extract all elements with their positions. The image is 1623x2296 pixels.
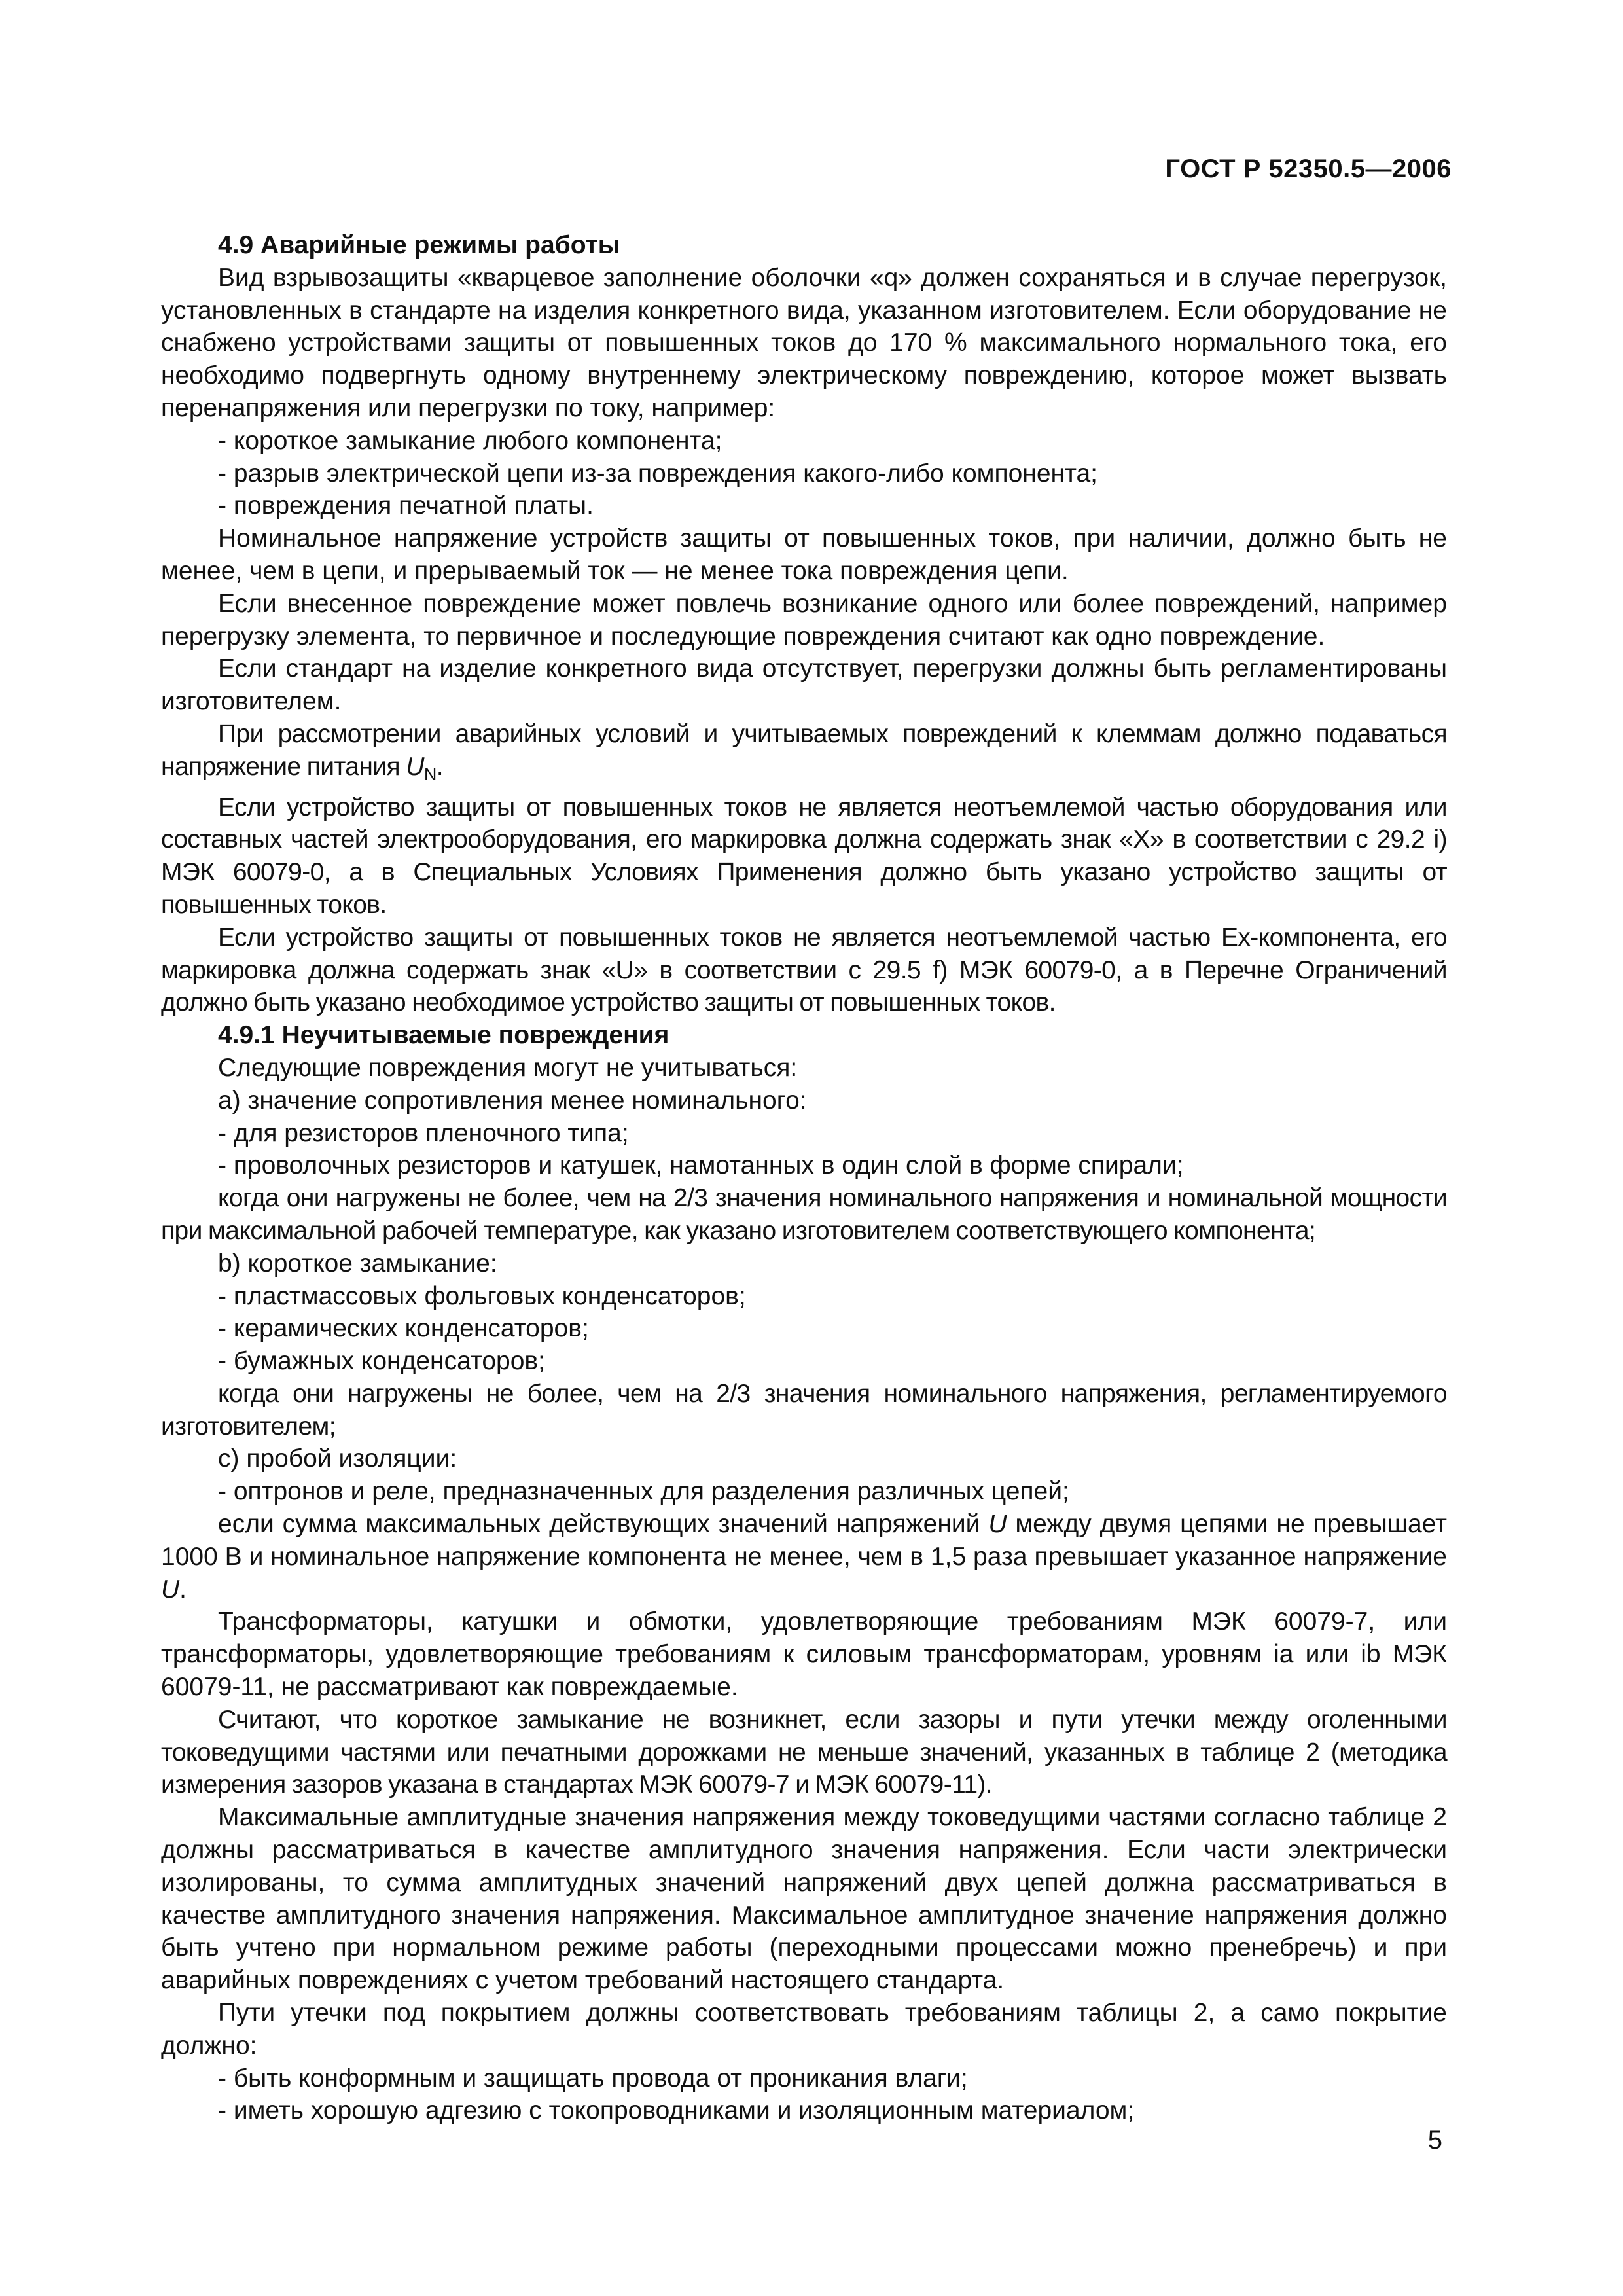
paragraph: Если устройство защиты от повышенных токов не является неотъемлемой частью Ex-компонента, его маркировка должна содержать знак «U» в соответствии с 29.5 f) МЭК 60079-0, а в Перечне Ограничений должно быть указано необходимое устройство защиты от повышенных токов. (161, 923, 1447, 1017)
list-item: - оптронов и реле, предназначенных для разделения различных цепей; (218, 1477, 1069, 1506)
document-body (161, 229, 1447, 2127)
list-item-c: c) пробой изоляции: (218, 1444, 457, 1473)
paragraph: Вид взрывозащиты «кварцевое заполнение оболочки «q» должен сохраняться и в случае перегрузок, установленных в стандарте на изделия конкретного вида, указанном изготовителем. Если оборудование не снабжено устройствами защиты от повышенных токов до 170 % максимального нормального тока, его необходимо подвергнуть одному внутреннему электрическому повреждению, которое может вызвать перенапряжения или перегрузки по току, например: (161, 263, 1447, 422)
paragraph: Считают, что короткое замыкание не возникнет, если зазоры и пути утечки между оголенными токоведущими частями или печатными дорожками не меньше значений, указанных в таблице 2 (методика измерения зазоров указана в стандартах МЭК 60079-7 и МЭК 60079-11). (161, 1705, 1447, 1799)
paragraph: когда они нагружены не более, чем на 2/3 значения номинального напряжения, регламентируемого изготовителем; (161, 1379, 1447, 1441)
list-item: - керамических конденсаторов; (218, 1314, 589, 1343)
section-4-9-heading: 4.9 Аварийные режимы работы (218, 231, 620, 259)
punctuation: . (179, 1575, 187, 1604)
paragraph: Если внесенное повреждение может повлечь возникание одного или более повреждений, например перегрузку элемента, то первичное и последующие повреждения считают как одно повреждение. (161, 589, 1447, 651)
list-item: - пластмассовых фольговых конденсаторов; (218, 1282, 746, 1310)
list-item: - повреждения печатной платы. (218, 492, 594, 520)
document-number-header: ГОСТ Р 52350.5—2006 (1165, 154, 1452, 183)
list-item: - быть конформным и защищать провода от проникания влаги; (218, 2064, 968, 2092)
paragraph: Следующие повреждения могут не учитываться: (218, 1053, 798, 1082)
paragraph (161, 718, 1447, 791)
paragraph (161, 1508, 1447, 1605)
paragraph: Пути утечки под покрытием должны соответствовать требованиям таблицы 2, а само покрытие должно: (161, 1999, 1447, 2060)
paragraph-text: При рассмотрении аварийных условий и учитываемых повреждений к клеммам должно подаваться напряжение питания (161, 719, 1447, 781)
paragraph: Номинальное напряжение устройств защиты от повышенных токов, при наличии, должно быть не менее, чем в цепи, и прерываемый ток — не менее тока повреждения цепи. (161, 524, 1447, 585)
paragraph: Если устройство защиты от повышенных токов не является неотъемлемой частью оборудования или составных частей электрооборудования, его маркировка должна содержать знак «X» в соответствии с 29.2 i) МЭК 60079-0, а в Специальных Условиях Применения должно быть указано устройство защиты от повышенных токов. (161, 793, 1447, 919)
list-item: - иметь хорошую адгезию с токопроводниками и изоляционным материалом; (218, 2096, 1135, 2125)
list-item: - проволочных резисторов и катушек, намотанных в один слой в форме спирали; (218, 1151, 1184, 1180)
variable-u: U (988, 1510, 1007, 1539)
page-number: 5 (1427, 2126, 1442, 2155)
paragraph-text: между двумя цепями не превышает 1000 В и номинальное напряжение компонента не менее, чем в 1,5 раза превышает указанное напряжение (161, 1510, 1447, 1571)
paragraph: Если стандарт на изделие конкретного вида отсутствует, перегрузки должны быть регламентированы изготовителем. (161, 655, 1447, 716)
paragraph-text: если сумма максимальных действующих значений напряжений (218, 1510, 980, 1539)
variable-u: U (161, 1575, 180, 1604)
list-item: - для резисторов пленочного типа; (218, 1119, 629, 1147)
paragraph: Трансформаторы, катушки и обмотки, удовлетворяющие требованиям МЭК 60079-7, или трансформаторы, удовлетворяющие требованиям к силовым трансформаторам, уровням ia или ib МЭК 60079-11, не рассматривают как повреждаемые. (161, 1607, 1447, 1702)
list-item: - разрыв электрической цепи из-за повреждения какого-либо компонента; (218, 459, 1098, 488)
paragraph: Максимальные амплитудные значения напряжения между токоведущими частями согласно таблице 2 должны рассматриваться в качестве амплитудного значения напряжения. Если части электрически изолированы, то сумма амплитудных значений напряжений двух цепей должна рассматриваться в качестве амплитудного значения напряжения. Максимальное амплитудное значение напряжения должно быть учтено при нормальном режиме работы (переходными процессами можно пренебречь) и при аварийных повреждениях с учетом требований настоящего стандарта. (161, 1803, 1447, 1995)
variable-u: U (406, 752, 424, 781)
section-4-9-1-heading: 4.9.1 Неучитываемые повреждения (218, 1021, 669, 1050)
punctuation: . (436, 752, 443, 781)
list-item: - короткое замыкание любого компонента; (218, 426, 722, 455)
list-item: - бумажных конденсаторов; (218, 1347, 545, 1376)
list-item-b: b) короткое замыкание: (218, 1249, 497, 1278)
variable-subscript: N (423, 764, 437, 784)
paragraph: когда они нагружены не более, чем на 2/3 значения номинального напряжения и номинальной мощности при максимальной рабочей температуре, как указано изготовителем соответствующего компонента; (161, 1184, 1447, 1245)
list-item-a: a) значение сопротивления менее номинального: (218, 1086, 807, 1115)
